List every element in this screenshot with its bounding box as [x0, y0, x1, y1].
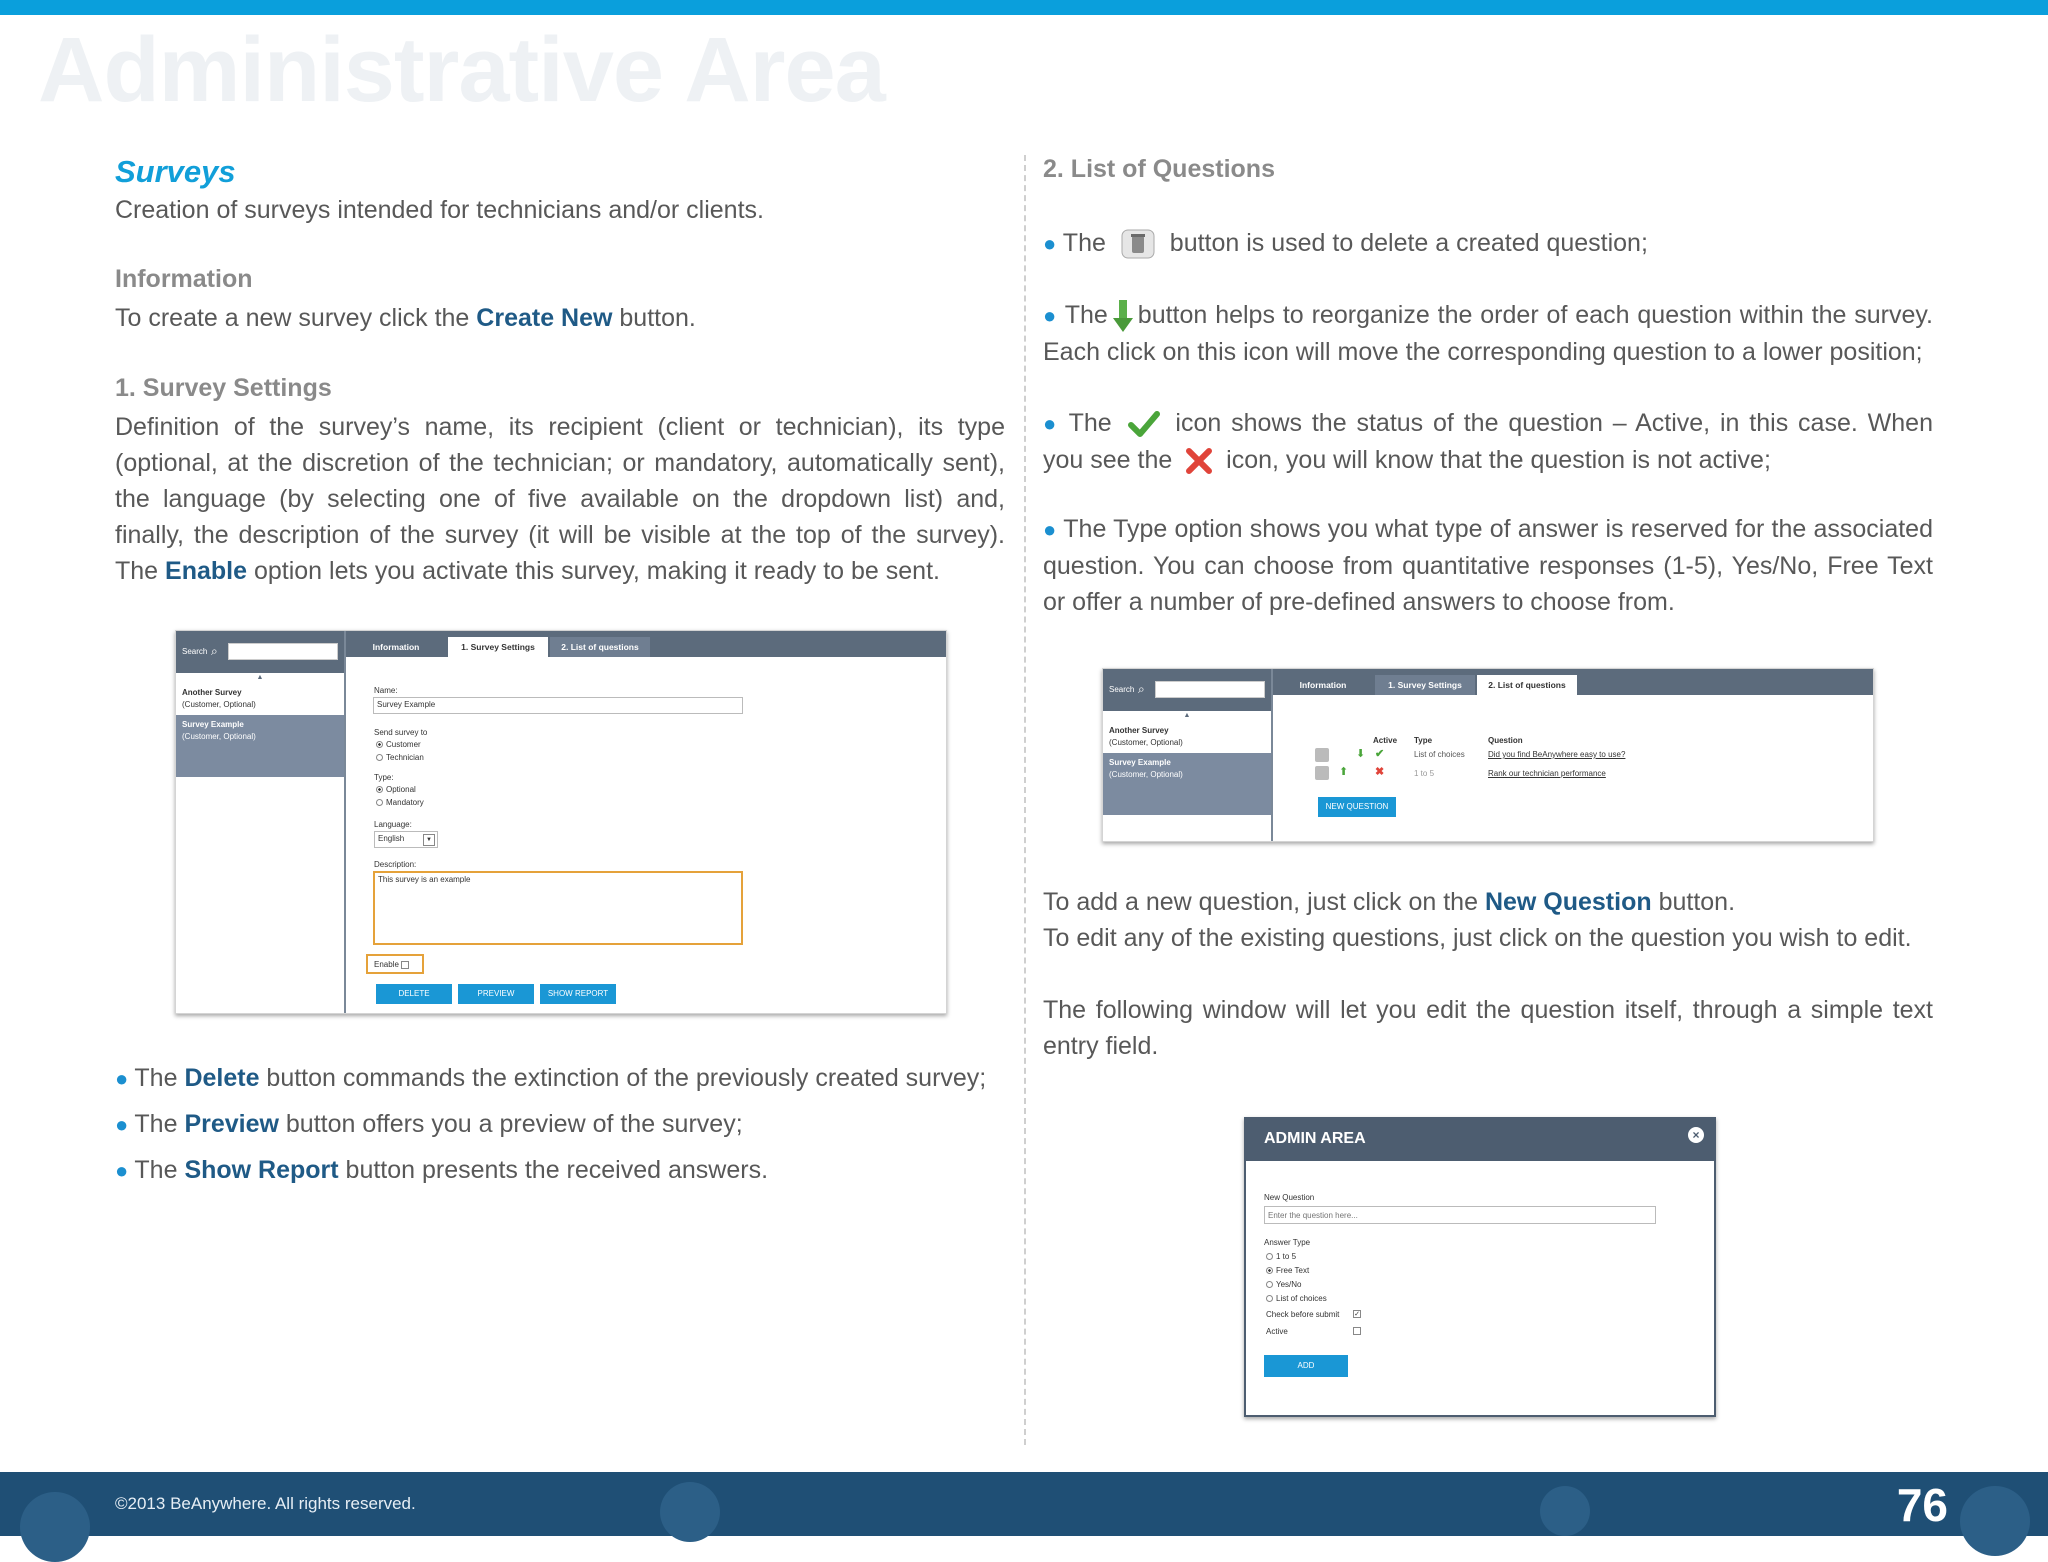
enable-label: Enable	[374, 960, 399, 969]
radio-mandatory[interactable]	[376, 798, 424, 807]
bullet-text: The Type option shows you what type of answer is reserved for the associated question. You can choose from quantitative responses (1-5), Yes/No, Free Text or offer a number of pre-defined answers to choose from.	[1043, 515, 1933, 616]
tab-information[interactable]: Information	[1299, 680, 1347, 690]
radio-label: Yes/No	[1276, 1280, 1302, 1289]
radio-label: Customer	[386, 740, 421, 749]
survey-list-sidebar	[1103, 669, 1273, 841]
new-question-button[interactable]: NEW QUESTION	[1318, 797, 1396, 817]
search-icon[interactable]: ⌕	[1138, 682, 1145, 696]
bullet-text-post: button commands the extinction of the previously created survey;	[259, 1064, 987, 1092]
list-item-title: Another Survey	[1109, 726, 1169, 735]
survey-settings-screenshot	[175, 630, 947, 1014]
name-label: Name:	[374, 686, 398, 695]
preview-keyword: Preview	[184, 1110, 279, 1138]
radio-label: Technician	[386, 753, 424, 762]
radio-icon[interactable]	[376, 799, 383, 806]
language-select[interactable]	[374, 831, 438, 848]
bullet-text-pre: The	[134, 1110, 185, 1138]
enable-keyword: Enable	[165, 557, 248, 585]
question-link[interactable]: Rank our technician performance	[1488, 769, 1606, 778]
bullet-icon: ●	[1043, 231, 1057, 256]
radio-optional[interactable]	[376, 785, 416, 794]
footer-copyright: ©2013 BeAnywhere. All rights reserved.	[115, 1494, 416, 1513]
chevron-down-icon[interactable]: ▼	[423, 834, 435, 846]
top-accent-bar	[0, 0, 2048, 15]
checkbox-icon[interactable]	[1353, 1327, 1361, 1335]
active-checkbox[interactable]	[1353, 1326, 1361, 1335]
list-item-sub: (Customer, Optional)	[1109, 770, 1183, 779]
language-value: English	[378, 834, 405, 843]
edit-window-text: The following window will let you edit the question itself, through a simple text entry field.	[1043, 996, 1933, 1060]
bullet-icon: ●	[1043, 303, 1058, 328]
bullet-icon: ●	[1043, 411, 1060, 436]
bullet-show-report	[115, 1152, 1025, 1189]
search-input[interactable]	[228, 643, 338, 660]
surveys-heading: Surveys	[115, 154, 236, 189]
arrow-down-icon	[1112, 299, 1134, 333]
radio-label: Mandatory	[386, 798, 424, 807]
radio-label: 1 to 5	[1276, 1252, 1297, 1261]
survey-list-sidebar	[176, 631, 346, 1013]
radio-icon[interactable]	[376, 754, 383, 761]
sidebar-search-bar	[176, 631, 344, 673]
close-icon[interactable]: ×	[1688, 1127, 1704, 1143]
radio-technician[interactable]	[376, 753, 424, 762]
tab-list-of-questions[interactable]: 2. List of questions	[1477, 675, 1577, 695]
active-label: Active	[1266, 1327, 1288, 1336]
list-item[interactable]	[1103, 753, 1271, 815]
column-question: Question	[1488, 736, 1523, 745]
bullet-status	[1043, 405, 1933, 478]
radio-1-to-5[interactable]	[1266, 1252, 1296, 1261]
list-item-sub: (Customer, Optional)	[182, 700, 256, 709]
admin-area-dialog	[1244, 1117, 1716, 1417]
description-label: Description:	[374, 860, 417, 869]
bullet-text-pre: The	[1068, 409, 1112, 437]
radio-icon[interactable]	[1266, 1267, 1273, 1274]
radio-yes-no[interactable]	[1266, 1280, 1302, 1289]
dialog-title: ADMIN AREA	[1264, 1130, 1366, 1147]
show-report-keyword: Show Report	[184, 1156, 339, 1184]
information-heading: Information	[115, 265, 253, 293]
radio-label: List of choices	[1276, 1294, 1327, 1303]
list-item-title: Another Survey	[182, 688, 242, 697]
page-header-title: Administrative Area	[38, 19, 885, 121]
bullet-text-pre: The	[1062, 229, 1106, 257]
radio-label: Optional	[386, 785, 416, 794]
description-field[interactable]: This survey is an example	[373, 871, 743, 945]
bullet-icon: ●	[115, 1066, 135, 1091]
list-item-title: Survey Example	[1109, 758, 1171, 767]
check-icon	[1128, 410, 1160, 438]
arrow-down-icon[interactable]: ⬇	[1356, 748, 1366, 760]
radio-customer[interactable]	[376, 740, 421, 749]
radio-icon[interactable]	[1266, 1281, 1273, 1288]
add-question-text	[1043, 884, 1943, 920]
bullet-type	[1043, 511, 1933, 620]
gear-icon	[1540, 1486, 1590, 1536]
list-of-questions-heading: 2. List of Questions	[1043, 155, 1275, 183]
bullet-delete	[115, 1060, 1025, 1097]
trash-icon	[1121, 229, 1155, 259]
settings-text-post: option lets you activate this survey, making it ready to be sent.	[247, 557, 940, 585]
bullet-text-mid: icon shows the status of the question – Active, in this case. When you see the	[1043, 409, 1933, 474]
checkbox-checked-icon[interactable]: ✓	[1354, 1310, 1360, 1318]
bullet-trash	[1043, 225, 1933, 262]
check-icon: ✔	[1375, 748, 1385, 760]
list-item[interactable]	[176, 715, 344, 777]
radio-icon[interactable]	[376, 786, 383, 793]
question-type: List of choices	[1414, 750, 1465, 759]
trash-icon[interactable]	[1315, 748, 1329, 762]
list-item-sub: (Customer, Optional)	[182, 732, 256, 741]
list-item-title: Survey Example	[182, 720, 244, 729]
bullet-icon: ●	[1043, 517, 1057, 542]
delete-keyword: Delete	[184, 1064, 260, 1092]
preview-button[interactable]: PREVIEW	[458, 984, 534, 1004]
language-label: Language:	[374, 820, 412, 829]
bullet-text-post: button is used to delete a created question;	[1169, 229, 1648, 257]
info-text-post: button.	[612, 304, 696, 332]
tabs-bar	[346, 631, 946, 657]
radio-label: Free Text	[1276, 1266, 1310, 1275]
search-icon[interactable]: ⌕	[211, 644, 218, 658]
tab-survey-settings[interactable]: 1. Survey Settings	[1375, 675, 1475, 695]
sidebar-search-bar	[1103, 669, 1271, 711]
delete-button[interactable]: DELETE	[376, 984, 452, 1004]
radio-icon[interactable]	[376, 741, 383, 748]
question-type: 1 to 5	[1414, 769, 1435, 778]
answer-type-label: Answer Type	[1264, 1238, 1311, 1247]
radio-icon[interactable]	[1266, 1295, 1273, 1302]
cross-icon: ✖	[1375, 766, 1385, 778]
new-question-keyword: New Question	[1484, 888, 1652, 916]
tabs-bar	[1273, 669, 1873, 695]
survey-settings-heading: 1. Survey Settings	[115, 374, 332, 402]
bullet-text-pre: The	[134, 1156, 185, 1184]
add-text-post: button.	[1651, 888, 1736, 916]
show-report-button[interactable]: SHOW REPORT	[540, 984, 616, 1004]
settings-text-pre: Definition of the survey’s name, its recipient (client or technician), its type (optional, at the discretion of the technician; or mandatory, automatically sent), the language (by selecting one of five available on the dropdown list) and, finally, the description of the survey (it will be visible at the top of the survey). The	[115, 413, 1005, 585]
bullet-text-pre: The	[1064, 301, 1108, 329]
dialog-header	[1246, 1119, 1714, 1161]
list-item-sub: (Customer, Optional)	[1109, 738, 1183, 747]
send-survey-label: Send survey to	[374, 728, 428, 737]
bullet-text-post: button helps to reorganize the order of each question within the survey. Each click on this icon will move the corresponding question to a lower position;	[1043, 301, 1933, 366]
column-divider	[1024, 155, 1026, 1445]
information-text	[115, 300, 1015, 336]
bullet-move-down	[1043, 297, 1933, 370]
bullet-text-post: icon, you will know that the question is not active;	[1226, 446, 1771, 474]
question-link[interactable]: Did you find BeAnywhere easy to use?	[1488, 750, 1626, 759]
radio-free-text[interactable]	[1266, 1266, 1309, 1275]
info-text-pre: To create a new survey click the	[115, 304, 477, 332]
trash-icon[interactable]	[1315, 766, 1329, 780]
globe-icon	[660, 1482, 720, 1542]
tab-survey-settings[interactable]: 1. Survey Settings	[448, 637, 548, 657]
question-input[interactable]	[1264, 1206, 1656, 1224]
check-before-submit-checkbox[interactable]	[1353, 1309, 1361, 1318]
create-new-keyword: Create New	[476, 304, 613, 332]
tab-information[interactable]: Information	[372, 642, 420, 652]
add-text-pre: To add a new question, just click on the	[1043, 888, 1485, 916]
add-button[interactable]: ADD	[1264, 1355, 1348, 1377]
bullet-icon: ●	[115, 1112, 135, 1137]
column-type: Type	[1414, 736, 1433, 745]
chat-icon	[1960, 1486, 2030, 1556]
arrow-up-icon[interactable]: ⬆	[1339, 766, 1349, 778]
cross-icon	[1185, 447, 1213, 475]
column-active: Active	[1373, 736, 1398, 745]
page-number: 76	[1896, 1479, 1948, 1531]
name-field[interactable]: Survey Example	[373, 697, 743, 714]
edit-question-text: To edit any of the existing questions, just click on the question you wish to edit.	[1043, 924, 1912, 952]
bullet-text-post: button offers you a preview of the survey;	[278, 1110, 743, 1138]
bullet-icon: ●	[115, 1158, 135, 1183]
enable-checkbox[interactable]	[366, 954, 424, 974]
cloud-icon	[20, 1492, 90, 1562]
page-footer	[0, 1472, 2048, 1536]
new-question-label: New Question	[1264, 1193, 1315, 1202]
survey-settings-text	[115, 409, 1005, 589]
surveys-intro: Creation of surveys intended for technicians and/or clients.	[115, 196, 764, 224]
bullet-text-post: button presents the received answers.	[338, 1156, 769, 1184]
list-of-questions-screenshot	[1102, 668, 1874, 842]
list-item[interactable]	[1103, 721, 1271, 753]
search-input[interactable]	[1155, 681, 1265, 698]
check-before-submit-label: Check before submit	[1266, 1310, 1340, 1319]
tab-list-of-questions[interactable]: 2. List of questions	[550, 637, 650, 657]
search-label: Search	[1109, 685, 1135, 694]
checkbox-icon[interactable]	[401, 961, 409, 969]
bullet-text-pre: The	[134, 1064, 185, 1092]
radio-icon[interactable]	[1266, 1253, 1273, 1260]
search-label: Search	[182, 647, 208, 656]
radio-list-of-choices[interactable]	[1266, 1294, 1327, 1303]
type-label: Type:	[374, 773, 394, 782]
scroll-up-icon[interactable]: ▲	[1183, 712, 1191, 719]
list-item[interactable]	[176, 683, 344, 715]
bullet-preview	[115, 1106, 1025, 1143]
scroll-up-icon[interactable]: ▲	[256, 674, 264, 681]
